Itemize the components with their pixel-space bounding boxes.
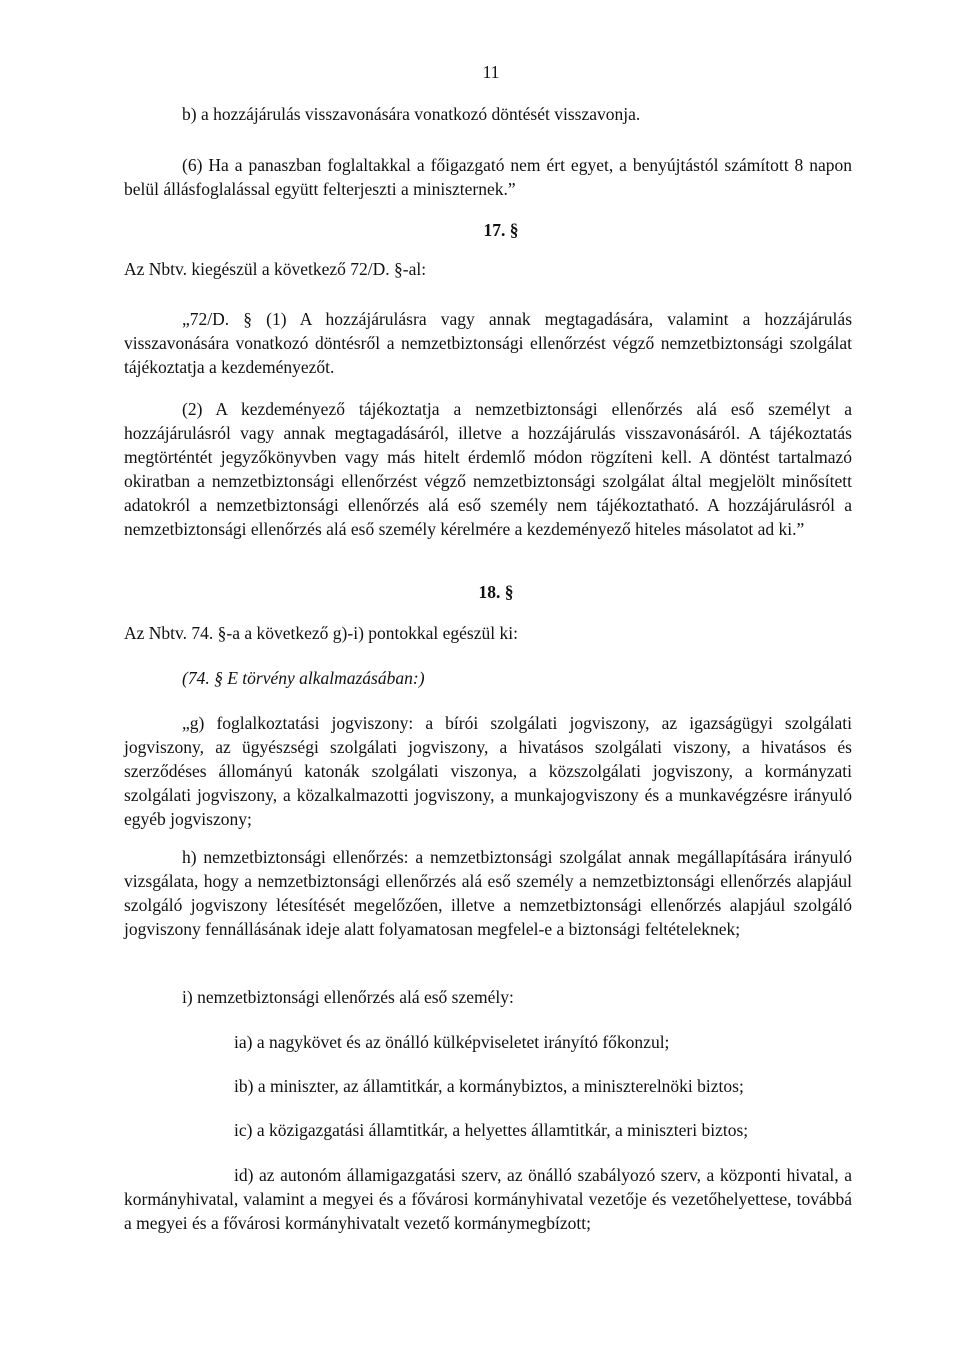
definition-ic: ic) a közigazgatási államtitkár, a helyettes államtitkár, a miniszteri biztos;: [234, 1120, 749, 1140]
definition-id: id) az autonóm államigazgatási szerv, az önálló szabályozó szerv, a központi hivatal, a kormányhivatal, valamint a megyei és a fővárosi kormányhivatal vezetője és vezetőhelyettese, továbbá a megyei és a fővárosi kormányhivatalt vezető kormánymegbízott;: [124, 1165, 852, 1233]
definition-ia: ia) a nagykövet és az önálló külképviseletet irányító főkonzul;: [234, 1032, 670, 1052]
paragraph-72d-2: (2) A kezdeményező tájékoztatja a nemzetbiztonsági ellenőrzés alá eső személyt a hozzájárulásról vagy annak megtagadásáról, illetve a hozzájárulás visszavonásáról. A tájékoztatás megtörténtét jegyzőkönyvben vagy más hitelt érdemlő módon rögzíteni kell. A döntést tartalmazó okiratban a nemzetbiztonsági ellenőrzést végző nemzetbiztonsági szolgálat által megjelölt minősített adatokról a nemzetbiztonsági ellenőrzés alá eső személy nem tájékoztatható. A hozzájárulásról a nemzetbiztonsági ellenőrzés alá eső személy kérelmére a kezdeményező hiteles másolatot ad ki.”: [124, 399, 852, 539]
definition-g: „g) foglalkoztatási jogviszony: a bírói szolgálati jogviszony, az igazságügyi szolgálati jogviszony, az ügyészségi szolgálati jogviszony, a hivatásos szolgálati viszony, a hivatásos és szerződéses állományú katonák szolgálati viszonya, a közszolgálati jogviszony, a kormányzati szolgálati jogviszony, a közalkalmazotti jogviszony, a munkajogviszony és a munkavégzésre irányuló egyéb jogviszony;: [124, 713, 852, 829]
paragraph-6: (6) Ha a panaszban foglaltakkal a főigazgató nem ért egyet, a benyújtástól számított 8 napon belül állásfoglalással együtt felterjeszti a miniszternek.”: [124, 155, 852, 199]
page-number: 11: [482, 62, 500, 82]
section-17-heading: 17. §: [483, 220, 519, 240]
definition-h: h) nemzetbiztonsági ellenőrzés: a nemzetbiztonsági szolgálat annak megállapítására irányuló vizsgálata, hogy a nemzetbiztonsági ellenőrzés alá eső személy a nemzetbiztonsági ellenőrzés alapjául szolgáló jogviszony létesítését megelőzően, illetve a nemzetbiztonsági ellenőrzés alapjául szolgáló jogviszony fennállásának ideje alatt folyamatosan megfelel-e a biztonsági feltételeknek;: [124, 847, 852, 939]
section-18-heading: 18. §: [478, 582, 514, 602]
paragraph-72d-1: „72/D. § (1) A hozzájárulásra vagy annak megtagadására, valamint a hozzájárulás visszavonására vonatkozó döntésről a nemzetbiztonsági ellenőrzést végző nemzetbiztonsági szolgálat tájékoztatja a kezdeményezőt.: [124, 309, 852, 377]
section-74-context: (74. § E törvény alkalmazásában:): [182, 668, 425, 688]
definition-i: i) nemzetbiztonsági ellenőrzés alá eső személy:: [182, 987, 514, 1007]
section-18-intro: Az Nbtv. 74. §-a a következő g)-i) pontokkal egészül ki:: [124, 623, 518, 643]
section-17-intro: Az Nbtv. kiegészül a következő 72/D. §-al:: [124, 259, 427, 279]
definition-ib: ib) a miniszter, az államtitkár, a kormánybiztos, a miniszterelnöki biztos;: [234, 1076, 744, 1096]
paragraph-b-revoke: b) a hozzájárulás visszavonására vonatkozó döntését visszavonja.: [182, 104, 641, 124]
